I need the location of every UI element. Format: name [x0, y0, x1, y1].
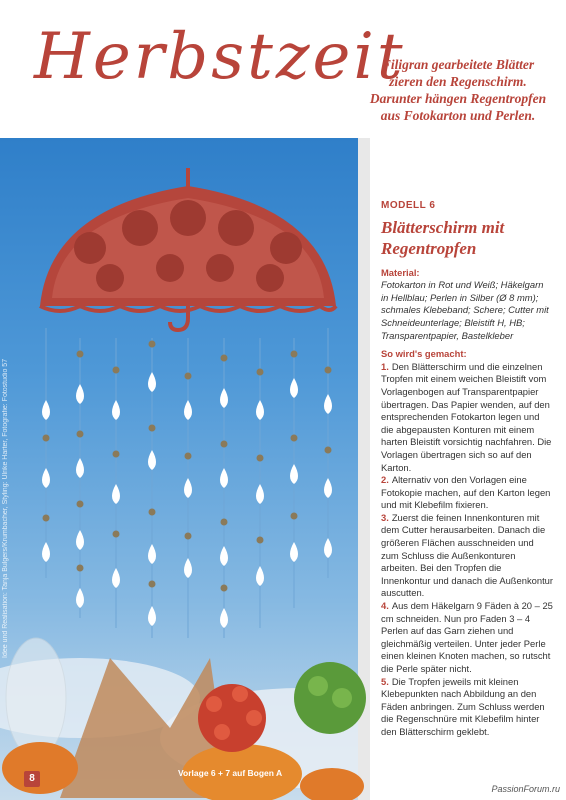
step-number: 4. — [381, 600, 389, 612]
string-3 — [112, 338, 120, 628]
step-number: 1. — [381, 360, 389, 372]
page-number: 8 — [24, 771, 40, 787]
step-5 — [381, 676, 553, 739]
watermark-site: PassionForum.ru — [491, 784, 560, 794]
photo-credit: Idee und Realisation: Tanja Bulgers/Krumbacher, Styling: Ulrike Harter, Fotografie: Fotostudio 57 — [2, 358, 9, 658]
article-column — [381, 200, 553, 739]
materials-text: Fotokarton in Rot und Weiß; Häkelgarn in Hellblau; Perlen in Silber (Ø 8 mm); schmales Klebeband; Schere; Cutter mit Schneideunterlage; Bleistift H, HB; Transparentpapier, Bastelkleber — [381, 279, 549, 341]
page-title: Herbstzeit — [34, 20, 406, 94]
template-caption: Vorlage 6 + 7 auf Bogen A — [178, 768, 283, 778]
step-text: Alternativ von den Vorlagen eine Fotokopie machen, auf den Karton legen und mit Klebefilm fixieren. — [381, 474, 551, 511]
step-2 — [381, 474, 553, 512]
step-1 — [381, 361, 553, 474]
string-4 — [148, 338, 156, 638]
howto-label: So wird's gemacht: — [381, 348, 467, 360]
string-2 — [76, 338, 84, 618]
step-text: Den Blätterschirm und die einzelnen Tropfen mit einem weichen Bleistift vom Vorlagenbogen auf Transparentpapier übertragen. Das Papier wenden, auf den entsprechenden Fotokarton legen und die abgepausten Konturen mit einem harten Bleistift vorsichtig nachfahren. Die Vorlagen übertragen sich so auf den Karton. — [381, 360, 552, 473]
step-number: 2. — [381, 474, 389, 486]
umbrella-canopy — [40, 168, 336, 330]
string-9 — [324, 328, 332, 578]
step-text: Aus dem Häkelgarn 9 Fäden à 20 – 25 cm schneiden. Nun pro Faden 3 – 4 Perlen auf das Garn ziehen und gleichmäßig verteilen. Unter jeder Perle einen kleinen Knoten machen, so rutscht die Perle später nicht. — [381, 600, 553, 674]
intro-text: Filigran gearbeitete Blätter zieren den Regenschirm. Darunter hängen Regentropfen aus Fotokarton und Perlen. — [369, 57, 547, 123]
materials-label: Material: — [381, 266, 420, 278]
model-label: MODELL 6 — [381, 200, 436, 211]
article-heading: Blätterschirm mit Regentropfen — [381, 217, 505, 258]
step-text: Die Tropfen jeweils mit kleinen Klebepunkten nach Abbildung an den Fäden anbringen. Zum Schluss werden die Regenschnüre mit Klebefilm hinter den Blätterschirm geklebt. — [381, 675, 545, 737]
step-number: 5. — [381, 675, 389, 687]
step-text: Zuerst die feinen Innenkonturen mit dem Cutter herausarbeiten. Danach die größeren Flächen ausschneiden und zum Schluss die Außenkonturen arbeiten. Bei den Tropfen die Innenkontur und danach die Außenkontur auscutten. — [381, 511, 554, 599]
step-4 — [381, 600, 553, 676]
step-number: 3. — [381, 511, 389, 523]
string-5 — [184, 338, 192, 638]
string-7 — [256, 338, 264, 628]
umbrella-illustration — [0, 138, 370, 800]
step-3 — [381, 512, 553, 600]
rain-strings — [42, 328, 332, 638]
string-1 — [42, 328, 50, 578]
craft-photo — [0, 138, 370, 800]
string-6 — [220, 338, 228, 638]
string-8 — [290, 338, 298, 608]
